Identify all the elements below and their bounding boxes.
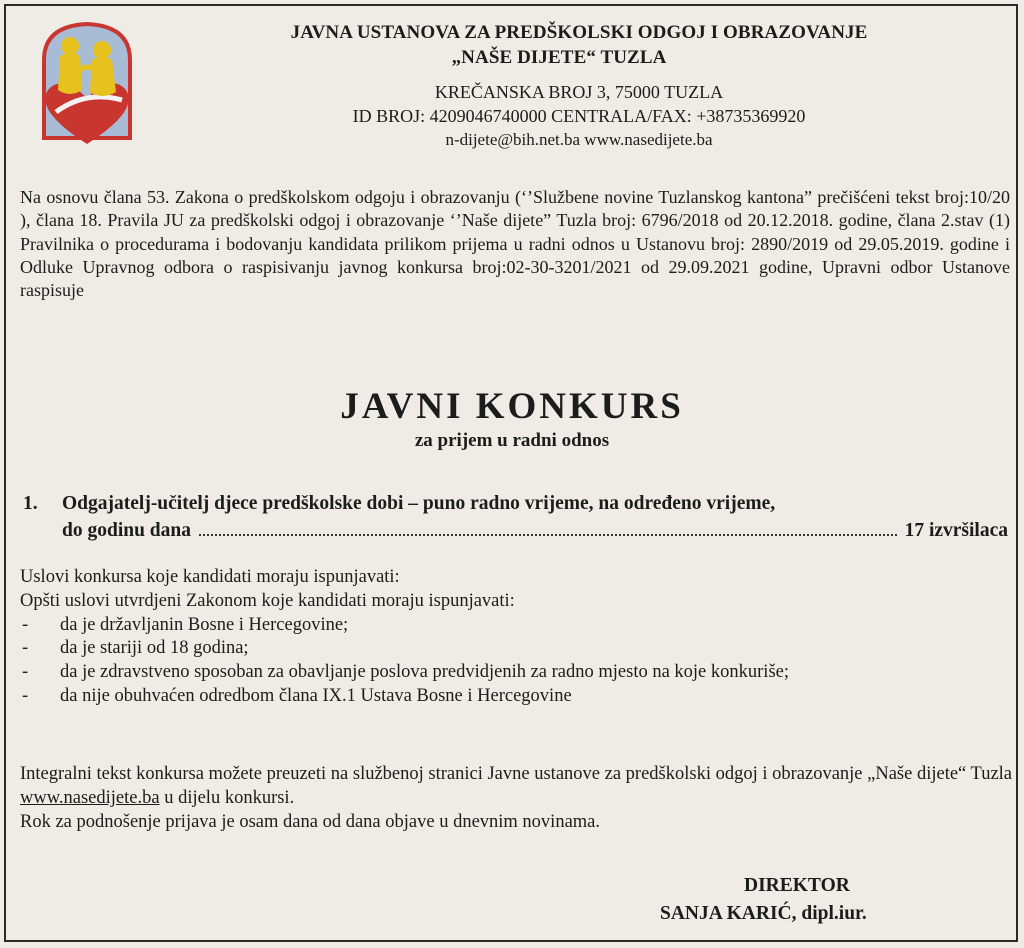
- notice-subtitle: za prijem u radni odnos: [414, 430, 610, 451]
- integral-text-part2: u dijelu konkursi.: [159, 788, 295, 808]
- deadline-text: Rok za podnošenje prijava je osam dana od dana objave u dnevnim novinama.: [20, 812, 601, 832]
- integral-text-part1: Integralni tekst konkursa možete preuzeti na službenoj stranici Javne ustanove za predškolski odgoj i obrazovanje „Naše dijete“ Tuzla: [20, 764, 1013, 784]
- condition-text: da je stariji od 18 godina;: [60, 638, 249, 659]
- general-conditions-heading: Opšti uslovi utvrdjeni Zakonom koje kandidati moraju ispunjavati:: [20, 590, 515, 611]
- legal-basis-paragraph: Na osnovu člana 53. Zakona o predškolskom odgoju i obrazovanju (‘’Službene novine Tuzlanskog kantona” prečišćeni tekst broj:10/20 ), člana 18. Pravila JU za predškolski odgoj i obrazovanje ‘’Naše dijete” Tuzla broj: 6796/2018 od 20.12.2018. godine, člana 2.stav (1) Pravilnika o procedurama i bodovanju kandidata prilikom prijema u radni odnos u Ustanovu broj: 2890/2019 od 29.05.2019. godine i Odluke Upravnog odbora o raspisivanju javnog konkursa broj:02-30-3201/2021 od 29.09.2021 godine, Upravni odbor Ustanove raspisuje: [20, 187, 1010, 301]
- list-item: - da je stariji od 18 godina;: [22, 638, 249, 659]
- position-count: 17 izvršilaca: [904, 520, 1008, 541]
- institution-logo: [36, 20, 138, 150]
- list-item: - da nije obuhvaćen odredbom člana IX.1 Ustava Bosne i Hercegovine: [22, 685, 572, 706]
- institution-id: ID BROJ: 4209046740000 CENTRALA/FAX: +38735369920: [352, 106, 806, 126]
- position-title: Odgajatelj-učitelj djece predškolske dobi – puno radno vrijeme, na određeno vrijeme,: [62, 493, 776, 514]
- header: [160, 20, 998, 152]
- website-link[interactable]: www.nasedijete.ba: [20, 788, 160, 808]
- signatory-name: SANJA KARIĆ, dipl.iur.: [660, 903, 867, 924]
- integral-text-section: [20, 762, 1020, 834]
- signature-block: [660, 872, 980, 928]
- notice-title: JAVNI KONKURS: [340, 386, 684, 427]
- list-item: - da je državljanin Bosne i Hercegovine;: [22, 614, 349, 635]
- position-duration-row: [62, 517, 1008, 544]
- position-number: 1.: [23, 493, 38, 514]
- institution-address: KREČANSKA BROJ 3, 75000 TUZLA: [434, 82, 724, 102]
- condition-text: da je zdravstveno sposoban za obavljanje poslova predvidjenih za radno mjesto na koje konkuriše;: [60, 662, 789, 683]
- conditions-section: [20, 566, 1020, 709]
- institution-name: JAVNA USTANOVA ZA PREDŠKOLSKI ODGOJ I OBRAZOVANJE: [290, 22, 868, 43]
- integral-text-paragraph: [20, 762, 1020, 810]
- position-duration: do godinu dana: [62, 520, 191, 541]
- dotted-leader: [199, 534, 897, 536]
- list-item: - da je zdravstveno sposoban za obavljanje poslova predvidjenih za radno mjesto na koje konkuriše;: [22, 662, 789, 683]
- conditions-heading: Uslovi konkursa koje kandidati moraju ispunjavati:: [20, 567, 400, 587]
- institution-contact: n-dijete@bih.net.ba www.nasedijete.ba: [445, 130, 713, 149]
- condition-text: da je državljanin Bosne i Hercegovine;: [60, 614, 349, 635]
- condition-text: da nije obuhvaćen odredbom člana IX.1 Ustava Bosne i Hercegovine: [60, 685, 572, 706]
- institution-subname: „NAŠE DIJETE“ TUZLA: [451, 47, 667, 68]
- signatory-role: DIREKTOR: [744, 875, 850, 896]
